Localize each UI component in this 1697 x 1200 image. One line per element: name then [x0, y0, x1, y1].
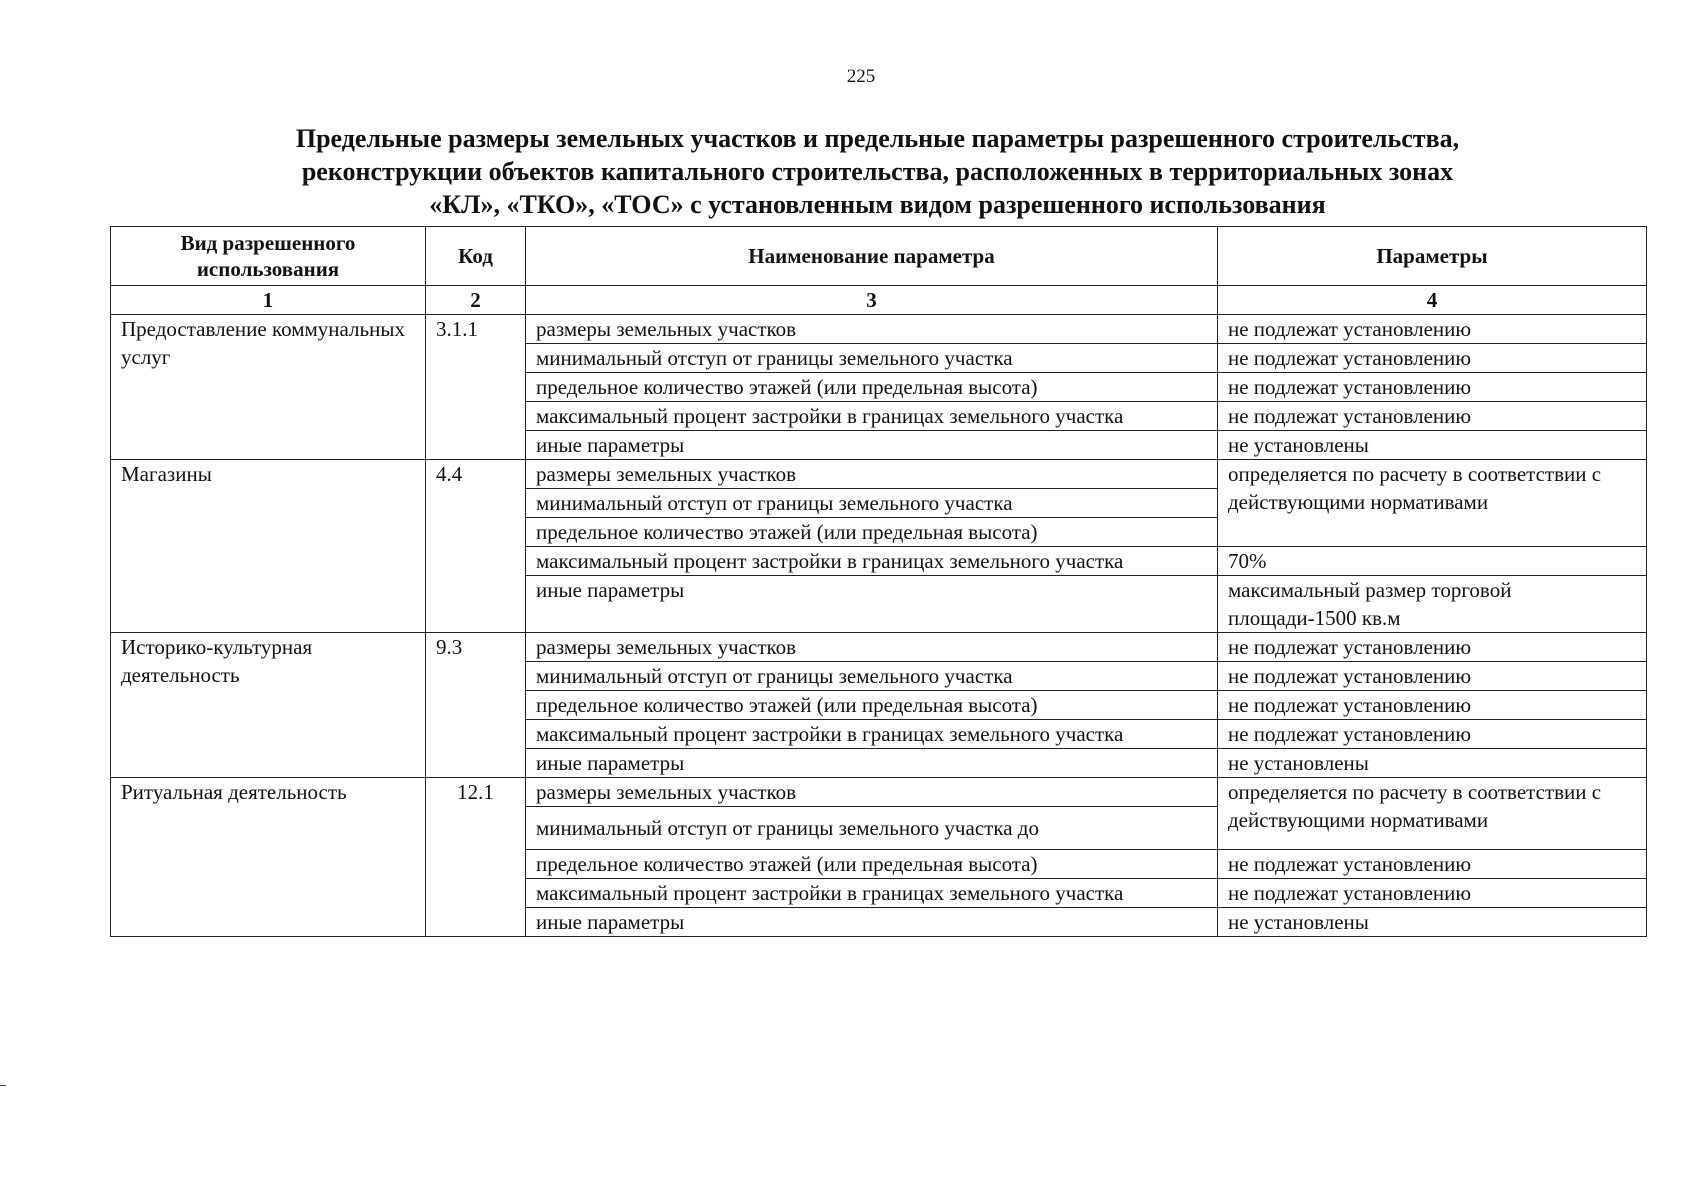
document-title [190, 122, 1565, 221]
parameter-name-cell: максимальный процент застройки в границах земельного участка [526, 720, 1218, 749]
column-number-row [111, 286, 1647, 315]
parameter-name-cell: иные параметры [526, 908, 1218, 937]
parameter-name-cell: максимальный процент застройки в границах земельного участка [526, 402, 1218, 431]
parameter-name-cell: минимальный отступ от границы земельного участка [526, 344, 1218, 373]
parameter-name-cell: предельное количество этажей (или предельная высота) [526, 691, 1218, 720]
code-cell: 3.1.1 [426, 315, 526, 460]
use-type-cell: Магазины [111, 460, 426, 633]
title-line-2: реконструкции объектов капитального строительства, расположенных в территориальных зонах [301, 157, 1454, 186]
parameter-value-cell: не подлежат установлению [1218, 344, 1647, 373]
parameter-value-cell: не установлены [1218, 749, 1647, 778]
header-code: Код [426, 227, 526, 286]
parameter-name-cell: размеры земельных участков [526, 460, 1218, 489]
code-cell: 4.4 [426, 460, 526, 633]
parameter-name-cell: иные параметры [526, 431, 1218, 460]
use-type-cell: Предоставление коммунальных услуг [111, 315, 426, 460]
column-number: 1 [111, 286, 426, 315]
header-use-type: Вид разрешенного использования [111, 227, 426, 286]
parameter-name-cell: максимальный процент застройки в границах земельного участка [526, 879, 1218, 908]
parameter-name-cell: размеры земельных участков [526, 315, 1218, 344]
parameter-value-cell: не установлены [1218, 908, 1647, 937]
parameter-name-cell: иные параметры [526, 576, 1218, 633]
page-number: 225 [846, 66, 876, 87]
scan-edge-mark [0, 1085, 6, 1086]
parameter-name-cell: предельное количество этажей (или предельная высота) [526, 373, 1218, 402]
title-line-3: «КЛ», «ТКО», «ТОС» с установленным видом разрешенного использования [429, 190, 1326, 219]
parameter-value-cell: не подлежат установлению [1218, 850, 1647, 879]
parameters-table [110, 226, 1647, 937]
parameter-name-cell: размеры земельных участков [526, 778, 1218, 807]
table-row [111, 633, 1647, 662]
column-number: 3 [526, 286, 1218, 315]
table-row [111, 315, 1647, 344]
parameter-value-cell: не подлежат установлению [1218, 720, 1647, 749]
parameter-value-cell: определяется по расчету в соответствии с действующими нормативами [1218, 778, 1647, 850]
parameter-value-cell: не подлежат установлению [1218, 691, 1647, 720]
parameter-name-cell: предельное количество этажей (или предельная высота) [526, 850, 1218, 879]
table-header-row [111, 227, 1647, 286]
parameter-value-cell: максимальный размер торговой площади-1500 кв.м [1218, 576, 1647, 633]
parameter-name-cell: минимальный отступ от границы земельного участка до [526, 807, 1218, 850]
table-row [111, 460, 1647, 489]
parameter-name-cell: максимальный процент застройки в границах земельного участка [526, 547, 1218, 576]
parameter-value-cell: определяется по расчету в соответствии с действующими нормативами [1218, 460, 1647, 547]
parameter-value-cell: 70% [1218, 547, 1647, 576]
code-cell: 9.3 [426, 633, 526, 778]
parameter-value-cell: не подлежат установлению [1218, 633, 1647, 662]
header-parameter-name: Наименование параметра [526, 227, 1218, 286]
parameter-value-cell: не подлежат установлению [1218, 879, 1647, 908]
table-row [111, 778, 1647, 807]
parameter-name-cell: минимальный отступ от границы земельного участка [526, 489, 1218, 518]
parameter-value-cell: не подлежат установлению [1218, 315, 1647, 344]
column-number: 2 [426, 286, 526, 315]
use-type-cell: Историко-культурная деятельность [111, 633, 426, 778]
parameter-name-cell: минимальный отступ от границы земельного участка [526, 662, 1218, 691]
parameter-value-cell: не установлены [1218, 431, 1647, 460]
parameter-value-cell: не подлежат установлению [1218, 402, 1647, 431]
title-line-1: Предельные размеры земельных участков и предельные параметры разрешенного строительства, [295, 124, 1460, 153]
parameter-name-cell: размеры земельных участков [526, 633, 1218, 662]
parameter-name-cell: иные параметры [526, 749, 1218, 778]
column-number: 4 [1218, 286, 1647, 315]
use-type-cell: Ритуальная деятельность [111, 778, 426, 937]
code-cell: 12.1 [426, 778, 526, 937]
parameter-value-cell: не подлежат установлению [1218, 662, 1647, 691]
parameter-name-cell: предельное количество этажей (или предельная высота) [526, 518, 1218, 547]
header-parameters: Параметры [1218, 227, 1647, 286]
parameter-value-cell: не подлежат установлению [1218, 373, 1647, 402]
